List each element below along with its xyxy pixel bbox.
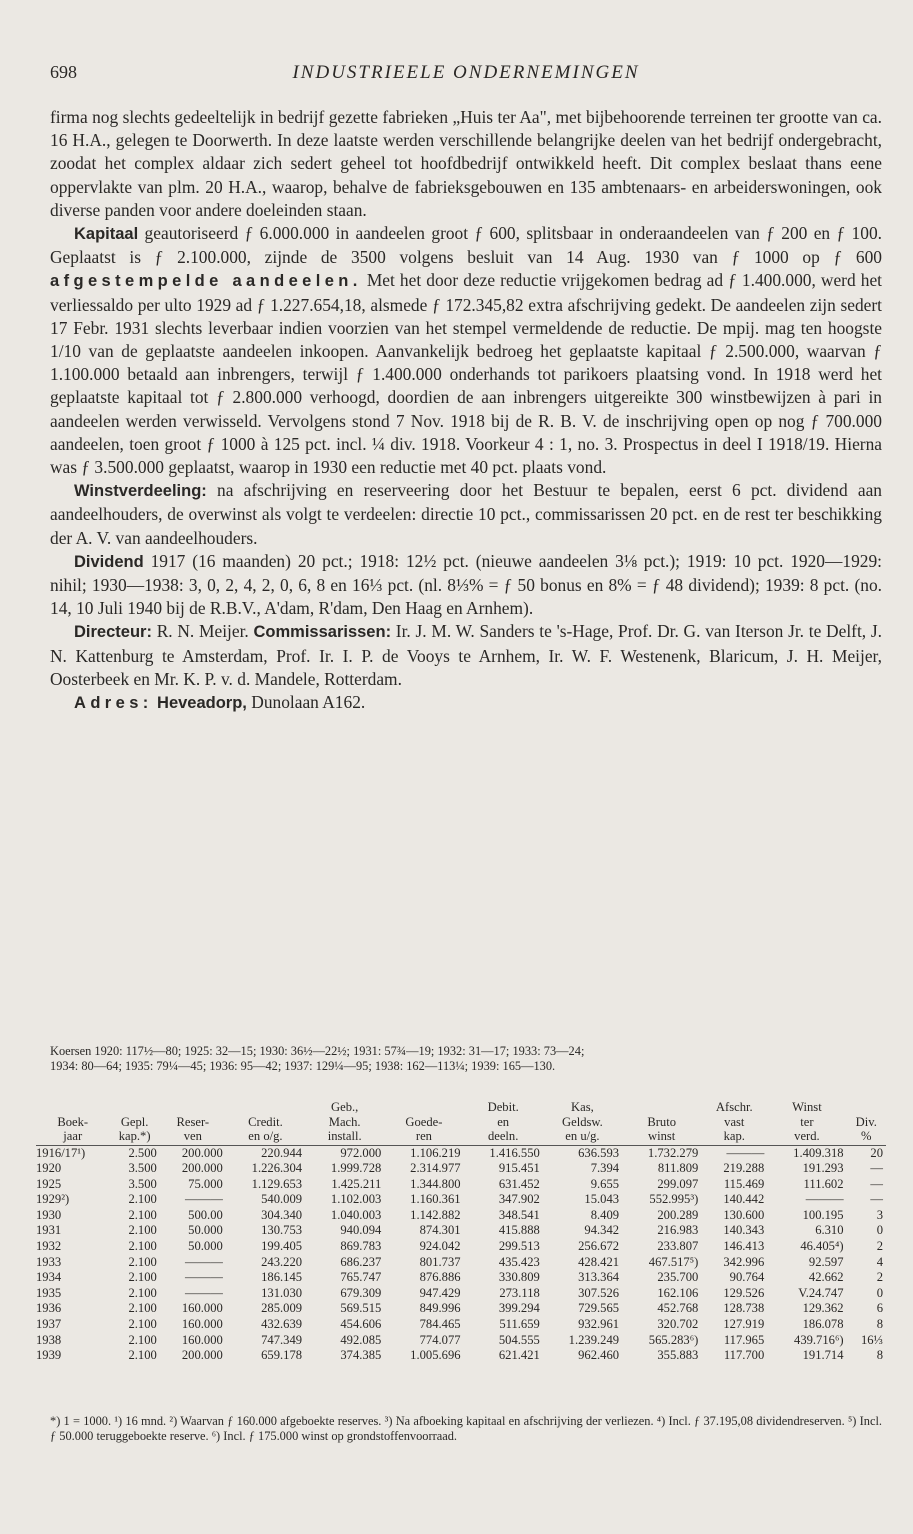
table-cell: 1.102.003 [330,1192,382,1207]
table-cell: 2 [876,1270,883,1285]
table-cell: 2.100 [128,1239,157,1254]
table-cell: 428.421 [578,1254,620,1269]
table-cell: 415.888 [498,1223,540,1238]
header-cell: kap. [701,1129,767,1145]
table-cell: 0 [876,1223,883,1238]
table-cell: 131.030 [261,1285,303,1300]
table-cell: 849.996 [419,1301,461,1316]
table-cell: 399.294 [498,1301,540,1316]
header-cell [847,1100,886,1115]
table-cell: 962.460 [578,1348,620,1363]
table-cell: 1.999.728 [330,1161,382,1176]
table-row [36,1223,886,1239]
table-cell: 4 [876,1254,883,1269]
table-cell: ——— [805,1192,844,1207]
table-cell: ——— [185,1270,223,1285]
header-cell [384,1100,463,1115]
table-cell: 111.602 [803,1176,844,1191]
table-cell: — [870,1176,883,1191]
table-row [36,1317,886,1333]
table-cell: 1.732.279 [647,1145,699,1160]
directeur-label: Directeur: [74,623,152,642]
table-cell: V.24.747 [798,1285,844,1300]
table-cell: 1.160.361 [410,1192,461,1207]
table-cell: 162.106 [657,1285,699,1300]
header-cell: ter [800,1114,814,1129]
table-cell: 774.077 [419,1332,461,1347]
table-cell: 6 [876,1301,883,1316]
table-cell: 2.100 [128,1301,157,1316]
dividend-text: 1917 (16 maanden) 20 pct.; 1918: 12½ pct. (nieuwe aandeelen 3⅛ pct.); 1919: 10 pct. 1920—1929: nihil; 1930—1938: 3, 0, 2, 4, 2, 0, 6, 8 en 16⅓ pct. (nl. 8⅓% = ƒ 50 bonus en 8% = ƒ 48 dividend); 1939: 8 pct. (no. 14, 10 Juli 1940 bij de R.B.V., A'dam, R'dam, Den Haag en Arnhem). [50,550,882,619]
header-cell: jaar [36,1129,109,1145]
table-cell: 3 [876,1207,883,1222]
table-cell: 140.442 [723,1192,765,1207]
header-cell: Geb., [331,1100,359,1114]
table-cell: 924.042 [419,1239,461,1254]
table-row [36,1286,886,1302]
table-cell: 432.639 [261,1317,303,1332]
table-row [36,1301,886,1317]
table-cell: 117.965 [723,1332,765,1347]
table-cell: 3.500 [128,1161,157,1176]
table-cell: 2.100 [128,1192,157,1207]
table-cell: 9.655 [590,1176,620,1191]
table-cell: 235.700 [657,1270,699,1285]
koersen-block [50,1044,882,1074]
table-cell: 452.768 [657,1301,699,1316]
table-cell: 304.340 [261,1207,303,1222]
table-cell: 8 [876,1348,883,1363]
paragraph-winstverdeeling [50,479,882,550]
header-cell: verd. [767,1129,846,1145]
table-cell: 811.809 [657,1161,699,1176]
adres-text: Dunolaan A162. [246,692,366,713]
table-cell: 50.000 [188,1239,223,1254]
table-cell: 127.919 [723,1317,765,1332]
table-cell: 191.714 [802,1348,844,1363]
kapitaal-spaced-text: afgestempelde aandeelen. [50,272,362,291]
header-cell: Afschr. [715,1100,753,1114]
header-cell: Boek- [57,1114,89,1129]
table-cell: 511.659 [499,1317,540,1332]
table-cell: 2.500 [128,1145,157,1160]
year-cell: 1938 [36,1332,62,1347]
table-cell: 500.00 [188,1207,223,1222]
table-cell: 2.100 [128,1348,157,1363]
table-cell: 299.513 [498,1239,540,1254]
header-cell: Credit. [248,1114,283,1129]
table-header-row-1 [36,1100,886,1115]
table-cell: 2.100 [128,1254,157,1269]
table-cell: 1.425.211 [331,1176,382,1191]
table-cell: 784.465 [419,1317,461,1332]
table-cell: 454.606 [340,1317,382,1332]
table-cell: 1.344.800 [410,1176,461,1191]
table-cell: 2.100 [128,1270,157,1285]
header-cell: en u/g. [543,1129,622,1145]
table-cell: 3.500 [128,1176,157,1191]
table-cell: 8.409 [590,1207,620,1222]
table-cell: 540.009 [261,1192,303,1207]
table-cell: 435.423 [498,1254,540,1269]
table-cell: 492.085 [340,1332,382,1347]
table-row [36,1239,886,1255]
table-cell: 15.043 [584,1192,620,1207]
year-cell: 1937 [36,1317,62,1332]
table-cell: 299.097 [657,1176,699,1191]
financial-table [36,1100,886,1364]
kapitaal-text-b: Met het door deze reductie vrijgekomen bedrag ad ƒ 1.400.000, werd het verliessaldo per ulto 1929 ad ƒ 1.227.654,18, alsmede ƒ 172.345,82 extra afschrijving gedekt. De aandeelen zijn sedert 17 Febr. 1931 slechts leverbaar indien voorzien van het stempel vermeldende de reductie. De mpij. mag ten hoogste 1/10 van de geplaatste aandeelen inkoopen. Aanvankelijk bedroeg het geplaatste kapitaal ƒ 2.500.000, waarvan ƒ 1.100.000 betaald aan inbrengers, terwijl ƒ 1.400.000 onderhands tot parikoers plaatsing vond. In 1918 werd het geplaatste kapitaal tot ƒ 2.800.000 verhoogd, doordien de aan inbrengers uitgereikte 300 winstbewijzen à pari in aandeelen werden verwisseld. Vervolgens stond 7 Nov. 1918 bij de R. B. V. de inschrijving open op nog ƒ 700.000 aandeelen, toen groot ƒ 1000 à 125 pct. incl. ¼ div. 1918. Voorkeur 4 : 1, no. 3. Prospectus in deel I 1918/19. Hierna was ƒ 3.500.000 geplaatst, waarop in 1930 een reductie met 40 pct. plaats vond. [50,270,882,478]
year-cell: 1932 [36,1239,62,1254]
table-cell: 115.469 [723,1176,765,1191]
koersen-line-1: Koersen 1920: 117½—80; 1925: 32—15; 1930: 36½—22½; 1931: 57¾—19; 1932: 31—17; 1933: 73—24; [50,1044,585,1058]
table-cell: 160.000 [181,1332,223,1347]
table-cell: 2.100 [128,1223,157,1238]
table-cell: 130.753 [261,1223,303,1238]
table-cell: 631.452 [498,1176,540,1191]
table-cell: 6.310 [815,1223,844,1238]
table-cell: 320.702 [657,1317,699,1332]
table-cell: 347.902 [498,1192,540,1207]
paragraph-dividend [50,550,882,621]
header-cell: Debit. [487,1100,519,1114]
table-cell: 874.301 [419,1223,461,1238]
table-cell: 679.309 [340,1285,382,1300]
table-cell: ——— [726,1145,765,1160]
table-cell: 313.364 [578,1270,620,1285]
paragraph-directie [50,620,882,691]
table-row [36,1192,886,1208]
table-cell: — [870,1192,883,1207]
table-cell: 1.129.653 [251,1176,303,1191]
header-cell: Goede- [405,1114,443,1129]
paragraph-adres [50,691,882,715]
table-cell: 42.662 [808,1270,844,1285]
year-cell: 1925 [36,1176,62,1191]
table-cell: 200.289 [657,1207,699,1222]
table-cell: 1.416.550 [489,1145,540,1160]
table-row [36,1255,886,1271]
year-cell: 1939 [36,1348,62,1363]
table-cell: 2.314.977 [410,1161,461,1176]
table-cell: 243.220 [261,1254,303,1269]
page-header [50,62,882,90]
table-cell: 186.078 [802,1317,844,1332]
table-row [36,1161,886,1177]
table-cell: 1.040.003 [330,1207,382,1222]
table-cell: 940.094 [340,1223,382,1238]
directeur-text: R. N. Meijer. [151,621,254,642]
table-cell: 972.000 [340,1145,382,1160]
header-cell [226,1100,305,1115]
table-cell: ——— [185,1192,223,1207]
year-cell: 1936 [36,1301,62,1316]
table-cell: 1.226.304 [251,1161,303,1176]
table-cell: ——— [185,1254,223,1269]
year-cell: 1930 [36,1207,62,1222]
article-body [50,106,882,715]
year-cell: 1934 [36,1270,62,1285]
table-cell: 636.593 [578,1145,620,1160]
table-row [36,1145,886,1161]
table-row [36,1333,886,1349]
year-cell: 1916/17¹) [36,1145,86,1160]
table-cell: 947.429 [419,1285,461,1300]
table-cell: 7.394 [590,1161,620,1176]
header-cell: Kas, [571,1100,594,1114]
table-cell: — [870,1161,883,1176]
header-cell [109,1100,159,1115]
winstverdeeling-text: na afschrijving en reserveering door het Bestuur te bepalen, eerst 6 pct. dividend aan aandeelhouders, de overwinst als volgt te verdeelen: directie 10 pct., commissarissen 20 pct. en de rest ter beschikking der A. V. van aandeelhouders. [50,480,882,548]
table-cell: 75.000 [188,1176,223,1191]
page-number: 698 [50,62,77,82]
table-cell: 467.517⁵) [648,1254,699,1269]
table-header-row-2 [36,1115,886,1130]
table-cell: 439.716⁶) [794,1332,844,1347]
table-row [36,1270,886,1286]
table-cell: 307.526 [578,1285,620,1300]
table-cell: 129.526 [723,1285,765,1300]
header-cell: Reser- [176,1114,210,1129]
table-cell: 220.944 [261,1145,303,1160]
table-cell: 659.178 [261,1348,303,1363]
table-cell: 200.000 [181,1161,223,1176]
header-cell [622,1100,701,1115]
header-cell: % [847,1129,886,1145]
table-cell: 233.807 [657,1239,699,1254]
table-cell: 160.000 [181,1317,223,1332]
header-cell: Winst [792,1100,822,1114]
table-body [36,1145,886,1364]
table-cell: 869.783 [340,1239,382,1254]
table-cell: 565.283⁶) [648,1332,699,1347]
header-cell: Div. [855,1114,877,1129]
table-cell: 130.600 [723,1207,765,1222]
winstverdeeling-label: Winstverdeeling: [74,482,207,501]
paragraph-kapitaal [50,222,882,479]
table-cell: 0 [876,1285,883,1300]
table-cell: 330.809 [498,1270,540,1285]
table-cell: 876.886 [419,1270,461,1285]
header-cell: en o/g. [226,1129,305,1145]
table-row [36,1177,886,1193]
table-cell: 129.362 [802,1301,844,1316]
year-cell: 1933 [36,1254,62,1269]
table-cell: 1.106.219 [410,1145,461,1160]
paragraph-company-description: firma nog slechts gedeeltelijk in bedrijf gezette fabrieken „Huis ter Aa", met bijbehoorende terreinen ter grootte van ca. 16 H.A., gelegen te Doorwerth. In deze laatste werden verschillende belangrijke deelen van het bedrijf ondergebracht, zoodat het complex aldaar zich sedert geheel tot hoofdbedrijf ontwikkeld heeft. Dit complex beslaat thans eene oppervlakte van plm. 20 H.A., waarop, behalve de fabrieksgebouwen en 135 ambtenaars- en arbeiderswoningen, ook diverse panden voor andere doeleinden staan. [50,107,882,220]
table-cell: 1.239.249 [568,1332,620,1347]
table-cell: 1.409.318 [793,1145,844,1160]
table-cell: 140.343 [723,1223,765,1238]
table-cell: 256.672 [578,1239,620,1254]
table-cell: 504.555 [498,1332,540,1347]
table-cell: 552.995³) [649,1192,699,1207]
table-cell: 729.565 [578,1301,620,1316]
table-cell: 160.000 [181,1301,223,1316]
adres-place: Heveadorp, [157,694,247,713]
table-cell: 216.983 [657,1223,699,1238]
commissarissen-text: Ir. J. M. W. Sanders te 's-Hage, Prof. Dr. G. van Iterson Jr. te Delft, J. N. Kattenburg te Amsterdam, Prof. Ir. I. P. de Vooys te Arnhem, Ir. W. F. Westenenk, Blaricum, J. H. Meijer, Oosterbeek en Mr. K. P. v. d. Mandele, Rotterdam. [50,621,882,689]
table-cell: 117.700 [723,1348,765,1363]
table-cell: 50.000 [188,1223,223,1238]
table-cell: 2.100 [128,1285,157,1300]
table-cell: 273.118 [499,1285,540,1300]
header-cell: Geldsw. [562,1114,603,1129]
year-cell: 1931 [36,1223,62,1238]
table-cell: 186.145 [261,1270,303,1285]
table-cell: 200.000 [181,1348,223,1363]
table-cell: 16⅓ [860,1332,883,1347]
header-cell: en [497,1114,510,1129]
table-cell: 355.883 [657,1348,699,1363]
table-cell: 199.405 [261,1239,303,1254]
year-cell: 1920 [36,1161,62,1176]
table-row [36,1348,886,1364]
table-cell: 46.405⁴) [800,1239,844,1254]
table-cell: 801.737 [419,1254,461,1269]
header-cell: kap.*) [109,1129,159,1145]
year-cell: 1935 [36,1285,62,1300]
table-cell: 374.385 [340,1348,382,1363]
year-cell: 1929²) [36,1192,70,1207]
table-cell: 932.961 [578,1317,620,1332]
header-cell: deeln. [464,1129,543,1145]
table-cell: 342.996 [723,1254,765,1269]
table-cell: 1.142.882 [410,1207,461,1222]
table-cell: 569.515 [340,1301,382,1316]
table-cell: 2 [876,1239,883,1254]
table-cell: 146.413 [723,1239,765,1254]
kapitaal-label: Kapitaal [74,225,139,244]
table-cell: 191.293 [802,1161,844,1176]
header-cell [36,1100,109,1115]
table-cell: 20 [870,1145,883,1160]
table-cell: ——— [185,1285,223,1300]
table-cell: 1.005.696 [410,1348,461,1363]
commissarissen-label: Commissarissen: [253,623,392,642]
table-cell: 915.451 [498,1161,540,1176]
table-cell: 2.100 [128,1317,157,1332]
table-cell: 219.288 [723,1161,765,1176]
table-cell: 621.421 [498,1348,540,1363]
table-footnotes: *) 1 = 1000. ¹) 16 mnd. ²) Waarvan ƒ 160.000 afgeboekte reserves. ³) Na afboeking kapitaal en afschrijving der verliezen. ⁴) Incl. ƒ 37.195,08 dividendreserven. ⁵) Incl. ƒ 50.000 teruggeboekte reserve. ⁶) Incl. ƒ 175.000 winst op grondstoffenvoorraad. [50,1414,882,1444]
table-cell: 128.738 [723,1301,765,1316]
header-cell: Bruto [647,1114,677,1129]
running-title: INDUSTRIEELE ONDERNEMINGEN [292,62,640,83]
table-cell: 348.541 [498,1207,540,1222]
table-cell: 747.349 [261,1332,303,1347]
table-cell: 2.100 [128,1207,157,1222]
table-cell: 200.000 [181,1145,223,1160]
table-cell: 92.597 [808,1254,844,1269]
koersen-line-2: 1934: 80—64; 1935: 79¼—45; 1936: 95—42; 1937: 129¼—95; 1938: 162—113¼; 1939: 165—130. [50,1059,556,1073]
table-cell: 8 [876,1317,883,1332]
header-cell [160,1100,226,1115]
table-cell: 90.764 [729,1270,765,1285]
table-cell: 100.195 [802,1207,844,1222]
table-cell: 2.100 [128,1332,157,1347]
header-cell: install. [305,1129,384,1145]
header-cell: ren [384,1129,463,1145]
header-cell: Mach. [328,1114,361,1129]
kapitaal-text-a: geautoriseerd ƒ 6.000.000 in aandeelen groot ƒ 600, splitsbaar in onderaandeelen van ƒ 200 en ƒ 100. Geplaatst is ƒ 2.100.000, zijnde de 3500 volgens besluit van 14 Aug. 1930 van ƒ 1000 op ƒ 600 [50,223,882,268]
header-cell: vast [724,1114,745,1129]
adres-label: Adres: [74,694,153,713]
table-row [36,1208,886,1224]
header-cell: winst [622,1129,701,1145]
header-cell: Gepl. [120,1114,149,1129]
header-cell: ven [160,1129,226,1145]
table-cell: 686.237 [340,1254,382,1269]
table-cell: 94.342 [584,1223,620,1238]
dividend-label: Dividend [74,552,144,571]
table-header-row-3 [36,1129,886,1145]
table-cell: 765.747 [340,1270,382,1285]
table-cell: 285.009 [261,1301,303,1316]
